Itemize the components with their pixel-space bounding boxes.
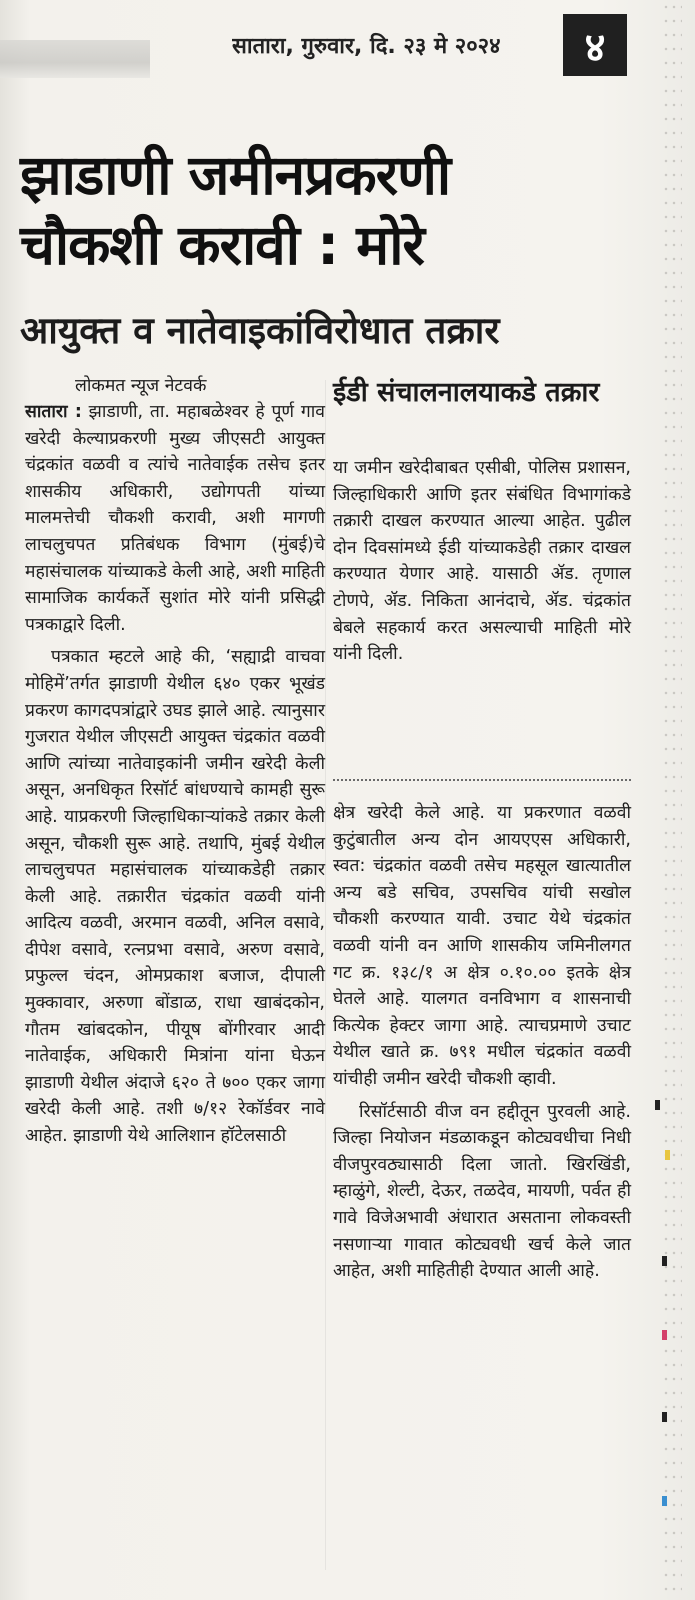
page-number: ४ [584,24,606,71]
headline-line-1: झाडाणी जमीनप्रकरणी [20,143,451,207]
byline: लोकमत न्यूज नेटवर्क [75,376,207,396]
article-subheadline: आयुक्त व नातेवाइकांविरोधात तक्रार [20,309,500,352]
page-number-badge [563,14,627,76]
column-divider [325,380,326,1570]
print-mark-cyan [662,1496,667,1506]
right-column-bottom [333,800,631,1285]
left-paragraph-2: पत्रकात म्हटले आहे की, ‘सह्याद्री वाचवा मोहिमें’तर्गत झाडाणी येथील ६४० एकर भूखंड प्रकरण कागदपत्रांद्वारे उघड झाले आहे. त्यानुसार गुजरात येथील जीएसटी आयुक्त चंद्रकांत वळवी आणि त्यांच्या नातेवाइकांनी जमीन खरेदी केली असून, अनधिकृत रिसॉर्ट बांधण्याचे कामही सुरू आहे. याप्रकरणी जिल्हाधिकाऱ्यांकडे तक्रार केली असून, चौकशी सुरू आहे. तथापि, मुंबई येथील लाचलुचपत महासंचालक यांच्याकडेही तक्रार केली आहे. तक्रारीत चंद्रकांत वळवी यांनी आदित्य वळवी, अरमान वळवी, अनिल वसावे, दीपेश वसावे, रत्नप्रभा वसावे, अरुण वसावे, प्रफुल्ल चंदन, ओमप्रकाश बजाज, दीपाली मुक्कावार, अरुणा बोंडाळ, राधा खाबंदकोन, गौतम खांबदकोन, पीयूष बोंगीरवार आदी नातेवाईक, अधिकारी मित्रांना यांना घेऊन झाडाणी येथील अंदाजे ६२० ते ७०० एकर जागा खरेदी केली आहे. तशी ७/१२ रेकॉर्डवर नावे आहेत. झाडाणी येथे आलिशान हॉटेलसाठी [25,647,325,1147]
left-paragraph-1 [25,399,325,638]
print-mark-black [662,1256,667,1266]
print-mark-black [662,1412,667,1422]
issue-dateline: सातारा, गुरुवार, दि. २३ मे २०२४ [232,34,501,59]
right-paragraph-2: क्षेत्र खरेदी केले आहे. या प्रकरणात वळवी कुटुंबातील अन्य दोन आयएएस अधिकारी, स्वत: चंद्रकांत वळवी तसेच महसूल खात्यातील अन्य बडे सचिव, उपसचिव यांची सखोल चौकशी करण्यात यावी. उचाट येथे चंद्रकांत वळवी यांनी वन आणि शासकीय जमिनीलगत गट क्र. १३८/१ अ क्षेत्र ०.१०.०० इतके क्षेत्र घेतले आहे. यालगत वनविभाग व शासनाची कित्येक हेक्टर जागा आहे. त्याचप्रमाणे उचाट येथील खाते क्र. ७९१ मधील चंद्रकांत वळवी यांचीही जमीन खरेदी चौकशी व्हावी. [333,803,631,1089]
article-headline [20,140,580,280]
city-dateline: सातारा : [25,402,82,422]
right-column-top [333,455,631,668]
page-edge-texture [662,0,682,1600]
headline-line-2: चौकशी करावी : मोरे [20,213,424,277]
left-column [25,399,325,1150]
torn-paper-strip [0,40,150,78]
ed-subheading: ईडी संचालनालयाकडे तक्रार [333,377,600,408]
dotted-separator [333,779,631,781]
print-mark-magenta [662,1330,667,1340]
print-mark-black [655,1100,660,1110]
left-paragraph-1-text: झाडाणी, ता. महाबळेश्वर हे पूर्ण गाव खरेदी केल्याप्रकरणी मुख्य जीएसटी आयुक्त चंद्रकांत वळवी व त्यांचे नातेवाईक तसेच इतर शासकीय अधिकारी, उद्योगपती यांच्या मालमत्तेची चौकशी करावी, अशी मागणी लाचलुचपत प्रतिबंधक विभाग (मुंबई)चे महासंचालक यांच्याकडे केली आहे, अशी माहिती सामाजिक कार्यकर्ते सुशांत मोरे यांनी प्रसिद्धी पत्रकाद्वारे दिली. [25,402,325,635]
right-paragraph-3: रिसॉर्टसाठी वीज वन हद्दीतून पुरवली आहे. जिल्हा नियोजन मंडळाकडून कोट्यवधीचा निधी वीजपुरवठ्यासाठी दिला जातो. खिरखिंडी, म्हाळुंगे, शेल्टी, देऊर, तळदेव, मायणी, पर्वत ही गावे विजेअभावी अंधारात असताना लोकवस्ती नसणाऱ्या गावात कोट्यवधी खर्च केले जात आहेत, अशी माहितीही देण्यात आली आहे. [333,1101,631,1282]
right-paragraph-1: या जमीन खरेदीबाबत एसीबी, पोलिस प्रशासन, जिल्हाधिकारी आणि इतर संबंधित विभागांकडे तक्रारी दाखल करण्यात आल्या आहेत. पुढील दोन दिवसांमध्ये ईडी यांच्याकडेही तक्रार दाखल करण्यात येणार आहे. यासाठी ॲड. तृणाल टोणपे, ॲड. निकिता आनंदाचे, ॲड. चंद्रकांत बेबले सहकार्य करत असल्याची माहिती मोरे यांनी दिली. [333,458,631,665]
print-mark-yellow [665,1150,670,1160]
